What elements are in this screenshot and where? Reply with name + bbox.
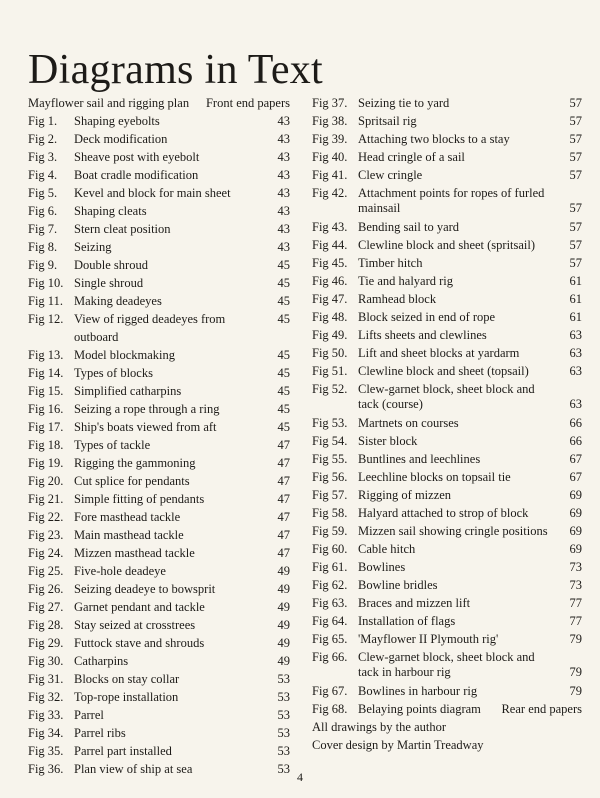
list-item	[312, 290, 582, 308]
figure-number: Fig 68.	[312, 702, 348, 716]
figure-number: Fig 59.	[312, 524, 348, 538]
figure-caption: Bowline bridles	[358, 578, 438, 592]
figure-caption: Mizzen masthead tackle	[74, 546, 195, 560]
figure-caption: Model blockmaking	[74, 348, 176, 362]
list-item	[28, 346, 290, 364]
figure-caption: Lifts sheets and clewlines	[358, 328, 487, 342]
figure-page: 57	[569, 256, 582, 270]
list-item	[312, 94, 582, 112]
figure-page: 53	[277, 726, 290, 740]
figure-number: Fig 5.	[28, 186, 58, 200]
figure-caption: 'Mayflower II Plymouth rig'	[358, 632, 499, 646]
figure-page: 57	[569, 220, 582, 234]
list-item	[312, 522, 582, 540]
figure-caption: Clew-garnet block, sheet block and tack in harbour rig	[358, 650, 535, 679]
figure-number: Fig 15.	[28, 384, 64, 398]
credit-text: All drawings by the author	[312, 720, 447, 734]
figure-caption: Kevel and block for main sheet	[74, 186, 231, 200]
list-item	[312, 166, 582, 184]
figure-number: Fig 43.	[312, 220, 348, 234]
figure-number: Fig 62.	[312, 578, 348, 592]
list-item	[312, 648, 582, 682]
figure-caption: Attachment points for ropes of furled mainsail	[358, 186, 545, 215]
figure-number: Fig 27.	[28, 600, 64, 614]
figure-number: Fig 30.	[28, 654, 64, 668]
figure-number: Fig 29.	[28, 636, 64, 650]
list-item	[28, 220, 290, 238]
figure-page: 53	[277, 744, 290, 758]
figure-caption: Futtock stave and shrouds	[74, 636, 205, 650]
credit-notes	[312, 718, 582, 754]
list-item	[28, 166, 290, 184]
figure-caption: Parrel ribs	[74, 726, 126, 740]
figure-page: 43	[277, 150, 290, 164]
figure-caption: Seizing	[74, 240, 112, 254]
figure-caption: Types of blocks	[74, 366, 153, 380]
list-item	[28, 400, 290, 418]
figure-caption: Martnets on courses	[358, 416, 459, 430]
figure-caption: Clew cringle	[358, 168, 423, 182]
figure-page: 79	[569, 684, 582, 698]
figure-number: Fig 25.	[28, 564, 64, 578]
figure-page: 67	[569, 470, 582, 484]
figure-caption: Main masthead tackle	[74, 528, 184, 542]
figure-caption: Cable hitch	[358, 542, 416, 556]
figure-number: Fig 54.	[312, 434, 348, 448]
figure-number: Fig 55.	[312, 452, 348, 466]
left-column	[28, 94, 290, 778]
figure-page: 66	[569, 434, 582, 448]
figure-number: Fig 9.	[28, 258, 58, 272]
figure-number: Fig 19.	[28, 456, 64, 470]
figure-page: 73	[569, 560, 582, 574]
list-item	[28, 580, 290, 598]
list-item	[312, 540, 582, 558]
list-item	[28, 508, 290, 526]
figure-caption: Seizing deadeye to bowsprit	[74, 582, 216, 596]
figure-number: Fig 28.	[28, 618, 64, 632]
figure-number: Fig 42.	[312, 186, 348, 200]
figure-page: 53	[277, 690, 290, 704]
list-item	[28, 256, 290, 274]
figure-page: 67	[569, 452, 582, 466]
figure-page: 69	[569, 488, 582, 502]
figure-page: 45	[277, 276, 290, 290]
list-item	[28, 472, 290, 490]
figure-page: 45	[277, 420, 290, 434]
list-item	[28, 418, 290, 436]
figure-number: Fig 14.	[28, 366, 64, 380]
figure-page: 57	[569, 96, 582, 110]
header-page: Front end papers	[205, 96, 290, 110]
figure-caption: Blocks on stay collar	[74, 672, 180, 686]
figure-caption: Sister block	[358, 434, 418, 448]
figure-number: Fig 11.	[28, 294, 63, 308]
figure-number: Fig 63.	[312, 596, 348, 610]
figure-number: Fig 66.	[312, 650, 348, 664]
list-item	[312, 362, 582, 380]
figure-page: 49	[277, 618, 290, 632]
figure-page: 45	[277, 294, 290, 308]
list-item	[312, 308, 582, 326]
figure-number: Fig 16.	[28, 402, 64, 416]
list-item	[312, 184, 582, 218]
figure-number: Fig 44.	[312, 238, 348, 252]
list-item	[28, 544, 290, 562]
figure-page: 57	[569, 168, 582, 182]
figure-caption: Simplified catharpins	[74, 384, 182, 398]
list-item	[28, 202, 290, 220]
figure-caption: Fore masthead tackle	[74, 510, 181, 524]
page-title: Diagrams in Text	[28, 47, 324, 93]
list-item	[28, 670, 290, 688]
figure-caption: Deck modification	[74, 132, 168, 146]
figure-caption: Clew-garnet block, sheet block and tack (course)	[358, 382, 535, 411]
list-item	[312, 236, 582, 254]
figure-number: Fig 12.	[28, 312, 64, 326]
figure-number: Fig 2.	[28, 132, 58, 146]
list-item	[28, 184, 290, 202]
list-item	[312, 558, 582, 576]
credit-text: Cover design by Martin Treadway	[312, 738, 484, 752]
figure-page: 63	[569, 396, 582, 411]
figure-list-left	[28, 112, 290, 778]
figure-caption: Cut splice for pendants	[74, 474, 190, 488]
list-item	[312, 254, 582, 272]
figure-page: 43	[277, 204, 290, 218]
figure-page: 49	[277, 582, 290, 596]
figure-page: 43	[277, 186, 290, 200]
figure-number: Fig 47.	[312, 292, 348, 306]
list-item	[28, 724, 290, 742]
figure-caption: Catharpins	[74, 654, 129, 668]
list-item	[312, 414, 582, 432]
figure-caption: View of rigged deadeyes from outboard	[74, 312, 226, 344]
figure-page: 61	[569, 274, 582, 288]
figure-caption: Clewline block and sheet (topsail)	[358, 364, 529, 378]
figure-caption: Seizing tie to yard	[358, 96, 450, 110]
figure-number: Fig 35.	[28, 744, 64, 758]
figure-number: Fig 31.	[28, 672, 64, 686]
figure-number: Fig 18.	[28, 438, 64, 452]
figure-page: 79	[569, 664, 582, 679]
figure-caption: Parrel part installed	[74, 744, 172, 758]
list-item	[28, 112, 290, 130]
figure-page: 66	[569, 416, 582, 430]
figure-page: 53	[277, 672, 290, 686]
list-item	[28, 616, 290, 634]
list-item	[312, 148, 582, 166]
figure-caption: Parrel	[74, 708, 104, 722]
figure-page: 43	[277, 222, 290, 236]
figure-number: Fig 8.	[28, 240, 58, 254]
figure-number: Fig 6.	[28, 204, 58, 218]
figure-page: 69	[569, 524, 582, 538]
list-item	[28, 310, 290, 346]
figure-caption: Rigging of mizzen	[358, 488, 452, 502]
figure-list-right	[312, 94, 582, 718]
figure-number: Fig 3.	[28, 150, 58, 164]
figure-caption: Top-rope installation	[74, 690, 179, 704]
figure-page: 79	[569, 632, 582, 646]
figure-page: 49	[277, 564, 290, 578]
figure-caption: Types of tackle	[74, 438, 151, 452]
figure-caption: Rigging the gammoning	[74, 456, 196, 470]
figure-page: 53	[277, 708, 290, 722]
figure-caption: Installation of flags	[358, 614, 456, 628]
figure-caption: Head cringle of a sail	[358, 150, 465, 164]
list-item	[28, 130, 290, 148]
right-column	[312, 94, 582, 754]
figure-page: 61	[569, 310, 582, 324]
figure-caption: Leechline blocks on topsail tie	[358, 470, 511, 484]
figure-page: 45	[277, 348, 290, 362]
figure-page: 77	[569, 614, 582, 628]
list-item	[28, 436, 290, 454]
figure-caption: Ship's boats viewed from aft	[74, 420, 217, 434]
figure-page: 47	[277, 438, 290, 452]
figure-caption: Five-hole deadeye	[74, 564, 166, 578]
figure-number: Fig 32.	[28, 690, 64, 704]
list-item	[28, 292, 290, 310]
list-item	[28, 598, 290, 616]
figure-page: 45	[277, 402, 290, 416]
figure-number: Fig 65.	[312, 632, 348, 646]
figure-caption: Double shroud	[74, 258, 148, 272]
figure-caption: Tie and halyard rig	[358, 274, 454, 288]
figure-number: Fig 61.	[312, 560, 348, 574]
figure-number: Fig 17.	[28, 420, 64, 434]
figure-caption: Mizzen sail showing cringle positions	[358, 524, 548, 538]
figure-number: Fig 45.	[312, 256, 348, 270]
figure-number: Fig 34.	[28, 726, 64, 740]
list-item	[28, 148, 290, 166]
figure-caption: Buntlines and leechlines	[358, 452, 481, 466]
figure-number: Fig 67.	[312, 684, 348, 698]
list-item	[28, 688, 290, 706]
figure-number: Fig 53.	[312, 416, 348, 430]
list-item	[28, 706, 290, 724]
list-item	[28, 652, 290, 670]
figure-number: Fig 60.	[312, 542, 348, 556]
figure-caption: Bending sail to yard	[358, 220, 460, 234]
figure-number: Fig 24.	[28, 546, 64, 560]
figure-caption: Garnet pendant and tackle	[74, 600, 205, 614]
list-item	[312, 272, 582, 290]
figure-page: 57	[569, 200, 582, 215]
figure-caption: Block seized in end of rope	[358, 310, 496, 324]
list-item	[312, 344, 582, 362]
figure-caption: Shaping cleats	[74, 204, 147, 218]
figure-page: 63	[569, 328, 582, 342]
figure-number: Fig 51.	[312, 364, 348, 378]
figure-caption: Seizing a rope through a ring	[74, 402, 220, 416]
figure-caption: Ramhead block	[358, 292, 437, 306]
page-number: 4	[297, 770, 303, 784]
list-item	[312, 468, 582, 486]
list-header	[28, 94, 290, 112]
figure-number: Fig 50.	[312, 346, 348, 360]
figure-number: Fig 48.	[312, 310, 348, 324]
list-item	[28, 490, 290, 508]
figure-page: 49	[277, 600, 290, 614]
figure-caption: Braces and mizzen lift	[358, 596, 471, 610]
list-item	[312, 450, 582, 468]
figure-caption: Halyard attached to strop of block	[358, 506, 529, 520]
figure-number: Fig 49.	[312, 328, 348, 342]
list-item	[28, 634, 290, 652]
figure-number: Fig 39.	[312, 132, 348, 146]
list-item	[312, 594, 582, 612]
figure-number: Fig 21.	[28, 492, 64, 506]
figure-page: 43	[277, 132, 290, 146]
list-item	[28, 742, 290, 760]
figure-number: Fig 46.	[312, 274, 348, 288]
figure-number: Fig 7.	[28, 222, 58, 236]
figure-number: Fig 64.	[312, 614, 348, 628]
list-item	[312, 380, 582, 414]
figure-caption: Stern cleat position	[74, 222, 171, 236]
figure-number: Fig 4.	[28, 168, 58, 182]
list-item	[28, 526, 290, 544]
list-item	[28, 454, 290, 472]
figure-number: Fig 56.	[312, 470, 348, 484]
figure-caption: Plan view of ship at sea	[74, 762, 193, 776]
figure-page: 43	[277, 240, 290, 254]
figure-number: Fig 13.	[28, 348, 64, 362]
figure-number: Fig 26.	[28, 582, 64, 596]
figure-page: 47	[277, 528, 290, 542]
figure-page: 57	[569, 150, 582, 164]
figure-number: Fig 36.	[28, 762, 64, 776]
figure-page: 43	[277, 168, 290, 182]
figure-number: Fig 37.	[312, 96, 348, 110]
figure-page: 43	[277, 114, 290, 128]
list-item	[312, 486, 582, 504]
figure-caption: Lift and sheet blocks at yardarm	[358, 346, 520, 360]
figure-page: 63	[569, 346, 582, 360]
figure-number: Fig 40.	[312, 150, 348, 164]
figure-number: Fig 23.	[28, 528, 64, 542]
figure-page: 57	[569, 238, 582, 252]
figure-caption: Boat cradle modification	[74, 168, 199, 182]
figure-page: 45	[277, 366, 290, 380]
figure-page: 63	[569, 364, 582, 378]
figure-page: 47	[277, 456, 290, 470]
figure-caption: Timber hitch	[358, 256, 423, 270]
figure-caption: Sheave post with eyebolt	[74, 150, 200, 164]
figure-number: Fig 58.	[312, 506, 348, 520]
credit-line	[312, 736, 582, 754]
list-item	[312, 576, 582, 594]
list-item	[312, 630, 582, 648]
figure-caption: Spritsail rig	[358, 114, 417, 128]
header-caption: Mayflower sail and rigging plan	[28, 96, 190, 110]
figure-caption: Making deadeyes	[74, 294, 162, 308]
figure-page: 47	[277, 510, 290, 524]
figure-caption: Bowlines in harbour rig	[358, 684, 478, 698]
credit-line	[312, 718, 582, 736]
list-item	[312, 432, 582, 450]
figure-page: 49	[277, 636, 290, 650]
figure-page: 47	[277, 546, 290, 560]
figure-caption: Clewline block and sheet (spritsail)	[358, 238, 536, 252]
figure-page: 49	[277, 654, 290, 668]
figure-page: 77	[569, 596, 582, 610]
figure-page: 57	[569, 132, 582, 146]
list-item	[312, 682, 582, 700]
list-item	[312, 504, 582, 522]
figure-number: Fig 41.	[312, 168, 348, 182]
figure-page: 53	[277, 762, 290, 776]
figure-caption: Single shroud	[74, 276, 144, 290]
figure-caption: Shaping eyebolts	[74, 114, 160, 128]
figure-page: 69	[569, 506, 582, 520]
figure-number: Fig 20.	[28, 474, 64, 488]
figure-page: 73	[569, 578, 582, 592]
list-item	[28, 562, 290, 580]
list-item	[28, 274, 290, 292]
figure-page: 45	[277, 312, 290, 326]
list-item	[312, 612, 582, 630]
list-item	[312, 326, 582, 344]
figure-number: Fig 22.	[28, 510, 64, 524]
figure-page: 47	[277, 492, 290, 506]
figure-page: 69	[569, 542, 582, 556]
list-item	[312, 218, 582, 236]
figure-number: Fig 57.	[312, 488, 348, 502]
figure-caption: Belaying points diagram	[358, 702, 481, 716]
figure-page: 57	[569, 114, 582, 128]
figure-caption: Bowlines	[358, 560, 406, 574]
list-item	[312, 130, 582, 148]
list-item	[28, 364, 290, 382]
figure-number: Fig 38.	[312, 114, 348, 128]
figure-number: Fig 10.	[28, 276, 64, 290]
figure-number: Fig 1.	[28, 114, 58, 128]
figure-page: 45	[277, 384, 290, 398]
list-item	[28, 238, 290, 256]
list-item	[312, 700, 582, 718]
figure-number: Fig 52.	[312, 382, 348, 396]
figure-caption: Stay seized at crosstrees	[74, 618, 196, 632]
figure-number: Fig 33.	[28, 708, 64, 722]
figure-page: 45	[277, 258, 290, 272]
figure-caption: Simple fitting of pendants	[74, 492, 205, 506]
list-item	[312, 112, 582, 130]
figure-page: 61	[569, 292, 582, 306]
figure-caption: Attaching two blocks to a stay	[358, 132, 510, 146]
figure-page: 47	[277, 474, 290, 488]
list-item	[28, 382, 290, 400]
figure-page: Rear end papers	[501, 702, 582, 716]
